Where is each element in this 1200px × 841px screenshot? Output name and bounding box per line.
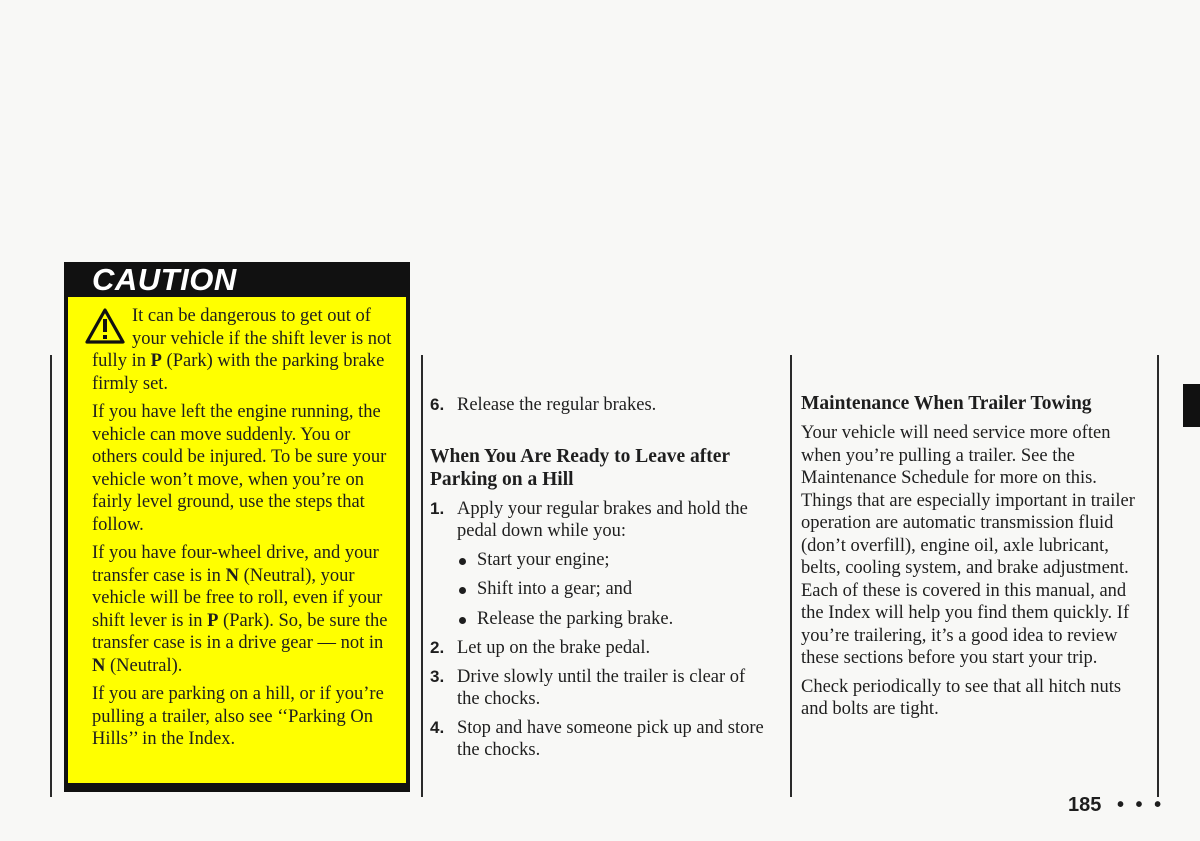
section-heading-leave-after-parking: When You Are Ready to Leave after Parking on a Hill (430, 445, 730, 490)
page-number: 185 (1068, 794, 1102, 816)
step-3 (430, 666, 770, 711)
caution-paragraph-4: If you are parking on a hill, or if you’re pulling a trailer, also see ‘‘Parking On Hills’’ in the Index. (92, 684, 384, 749)
step-6 (430, 394, 770, 417)
step-text: Stop and have someone pick up and store the chocks. (457, 717, 764, 760)
list-item: Start your engine; (457, 549, 770, 572)
warning-triangle-icon (84, 307, 126, 345)
step-number: 6. (430, 395, 445, 414)
maintenance-paragraph-1: Your vehicle will need service more often when you’re pulling a trailer. See the Maintenance Schedule for more on this. Things that are especially important in trailer operation are automatic transmission fluid (don’t overfill), engine oil, axle lubricant, belts, cooling system, and brake adjustment. Each of these is covered in this manual, and the Index will help you find them quickly. If you’re trailering, it’s a good idea to review these sections before you start your trip. (801, 423, 1135, 668)
step-text: Drive slowly until the trailer is clear of the chocks. (457, 666, 746, 709)
step-number: 2. (430, 638, 445, 657)
step-number: 3. (430, 666, 445, 686)
caution-paragraph-1: It can be dangerous to get out of your vehicle if the shift lever is not fully in P (Park) with the parking brake firmly set. (92, 306, 392, 394)
caution-title: CAUTION (92, 262, 237, 297)
column-middle (430, 394, 770, 768)
column-right (801, 392, 1151, 727)
column-rule-right (1157, 355, 1159, 797)
step-number: 1. (430, 498, 445, 518)
section-heading-maintenance: Maintenance When Trailer Towing (801, 393, 1092, 414)
step-1 (430, 498, 770, 543)
caution-box (64, 262, 410, 792)
section-tab-marker (1183, 384, 1200, 427)
list-item: Shift into a gear; and (457, 578, 770, 601)
maintenance-paragraph-2: Check periodically to see that all hitch nuts and bolts are tight. (801, 676, 1122, 719)
caution-paragraph-2: If you have left the engine running, the vehicle can move suddenly. You or others could be injured. To be sure your vehicle won’t move, when you’re on fairly level ground, use the steps that follow. (92, 402, 387, 535)
caution-paragraph-3: If you have four-wheel drive, and your transfer case is in N (Neutral), your vehicle will be free to roll, even if your shift lever is in P (Park). So, be sure the transfer case is in a drive gear — not in N (Neutral). (92, 543, 388, 676)
column-rule-left (50, 355, 52, 797)
step-text: Let up on the brake pedal. (457, 638, 651, 658)
column-rule-middle-left (421, 355, 423, 797)
step-number: 4. (430, 717, 445, 737)
list-item: Release the parking brake. (457, 608, 770, 631)
column-rule-middle-right (790, 355, 792, 797)
step-text: Apply your regular brakes and hold the pedal down while you: (457, 498, 748, 541)
step-text: Release the regular brakes. (457, 395, 657, 415)
page-dots: • • • (1117, 794, 1165, 816)
step-2 (430, 637, 770, 660)
step-4 (430, 717, 770, 762)
caution-body (68, 297, 406, 783)
bullet-list (430, 549, 770, 631)
